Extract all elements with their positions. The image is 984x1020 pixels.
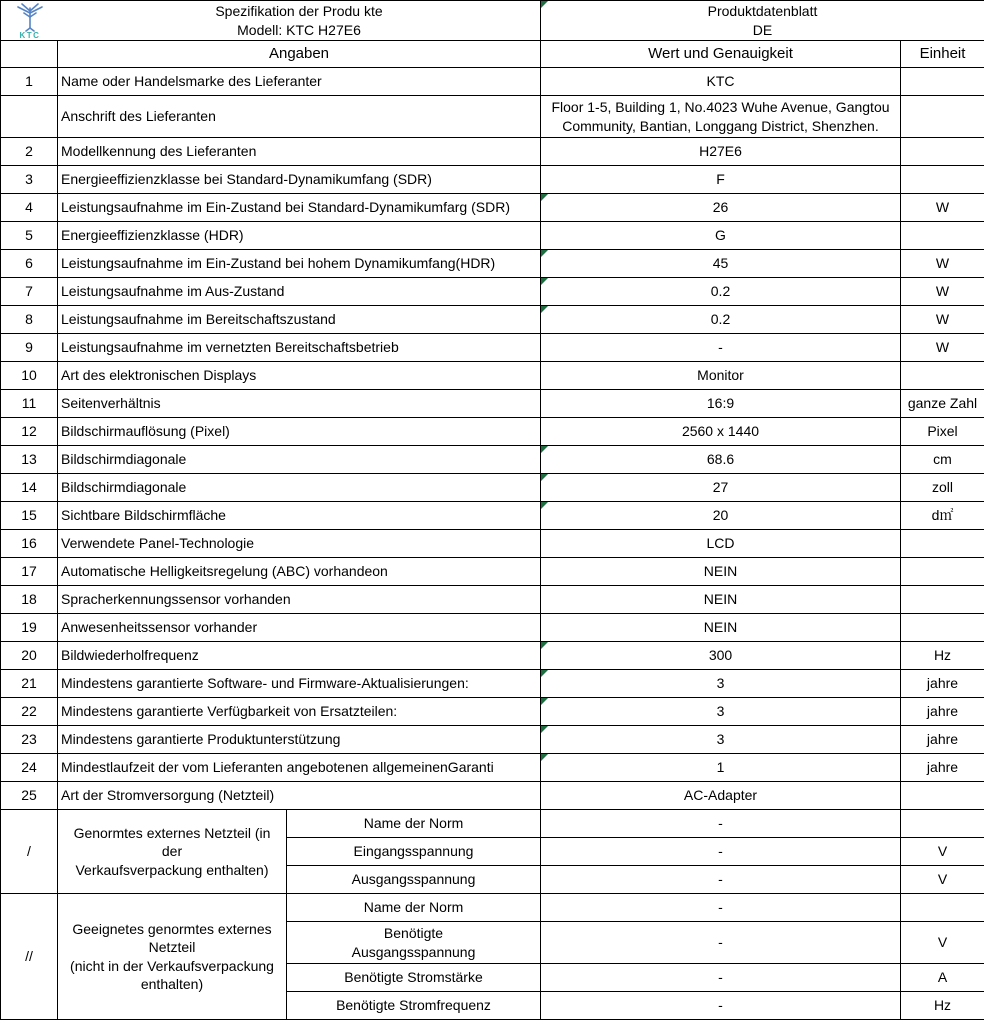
row-label: Automatische Helligkeitsregelung (ABC) vorhandeon (58, 558, 541, 586)
row-number: 7 (1, 278, 58, 306)
row-unit (901, 362, 984, 390)
row-unit (901, 558, 984, 586)
row-number: 2 (1, 138, 58, 166)
sheet-title: Produktdatenblatt (544, 2, 981, 20)
row-value: 0.2 (541, 278, 901, 306)
subrow-value: - (541, 866, 901, 894)
column-header-angaben: Angaben (58, 41, 541, 68)
row-label: Leistungsaufnahme im Ein-Zustand bei Standard-Dynamikumfarg (SDR) (58, 194, 541, 222)
subrow-unit: Hz (901, 992, 984, 1020)
row-number: 15 (1, 502, 58, 530)
row-number: 8 (1, 306, 58, 334)
subrow-unit (901, 894, 984, 922)
row-unit (901, 138, 984, 166)
group-row (1, 810, 984, 838)
ktc-logo (8, 3, 52, 39)
row-value: 20 (541, 502, 901, 530)
row-value: 1 (541, 754, 901, 782)
sheet-title-cell (541, 1, 984, 41)
row-label: Energieeffizienzklasse bei Standard-Dynamikumfang (SDR) (58, 166, 541, 194)
row-value: NEIN (541, 586, 901, 614)
row-label: Leistungsaufnahme im Ein-Zustand bei hohem Dynamikumfang(HDR) (58, 250, 541, 278)
spec-model-line: Modell: KTC H27E6 (61, 21, 537, 39)
subrow-value: - (541, 964, 901, 992)
ktc-logo-text: KTC (20, 31, 41, 39)
subrow-label: Name der Norm (287, 810, 541, 838)
row-label: Leistungsaufnahme im vernetzten Bereitschaftsbetrieb (58, 334, 541, 362)
row-number: 19 (1, 614, 58, 642)
table-row (1, 138, 984, 166)
group-row (1, 894, 984, 922)
row-value: G (541, 222, 901, 250)
row-unit: zoll (901, 474, 984, 502)
row-value: 45 (541, 250, 901, 278)
subrow-value: - (541, 992, 901, 1020)
row-number: 12 (1, 418, 58, 446)
row-value: 2560 x 1440 (541, 418, 901, 446)
table-row (1, 194, 984, 222)
subrow-label: Name der Norm (287, 894, 541, 922)
row-value: Floor 1-5, Building 1, No.4023 Wuhe Avenue, Gangtou Community, Bantian, Longgang District, Shenzhen. (541, 96, 901, 138)
table-row (1, 390, 984, 418)
spec-title-line1: Spezifikation der Produ kte (61, 2, 537, 20)
table-row (1, 642, 984, 670)
row-value: 0.2 (541, 306, 901, 334)
row-label: Mindestens garantierte Produktunterstützung (58, 726, 541, 754)
table-row (1, 586, 984, 614)
row-value: 300 (541, 642, 901, 670)
row-value: 68.6 (541, 446, 901, 474)
row-number: 5 (1, 222, 58, 250)
row-unit (901, 68, 984, 96)
subrow-unit: V (901, 838, 984, 866)
table-row (1, 670, 984, 698)
row-value: 3 (541, 726, 901, 754)
row-unit: Pixel (901, 418, 984, 446)
group-label: Genormtes externes Netzteil (in der Verkaufsverpackung enthalten) (58, 810, 287, 894)
row-unit: W (901, 194, 984, 222)
row-unit (901, 614, 984, 642)
corner-cell (1, 41, 58, 68)
subrow-unit: V (901, 922, 984, 964)
subrow-label: Ausgangsspannung (287, 866, 541, 894)
row-number: 17 (1, 558, 58, 586)
subrow-unit: A (901, 964, 984, 992)
table-row (1, 698, 984, 726)
table-row (1, 558, 984, 586)
column-header-wert: Wert und Genauigkeit (541, 41, 901, 68)
group-number: / (1, 810, 58, 894)
table-row (1, 68, 984, 96)
table-row (1, 222, 984, 250)
row-unit (901, 222, 984, 250)
row-number: 6 (1, 250, 58, 278)
subrow-unit (901, 810, 984, 838)
sheet-header-row (1, 1, 984, 41)
row-label: Art des elektronischen Displays (58, 362, 541, 390)
row-number: 18 (1, 586, 58, 614)
table-row (1, 782, 984, 810)
row-label: Leistungsaufnahme im Bereitschaftszustand (58, 306, 541, 334)
row-value: Monitor (541, 362, 901, 390)
row-label: Bildschirmdiagonale (58, 474, 541, 502)
subrow-label: Benötigte Stromfrequenz (287, 992, 541, 1020)
row-unit: W (901, 278, 984, 306)
table-row (1, 446, 984, 474)
table-row (1, 474, 984, 502)
row-unit: d㎡ (901, 502, 984, 530)
row-unit: jahre (901, 754, 984, 782)
column-header-einheit: Einheit (901, 41, 984, 68)
row-number: 24 (1, 754, 58, 782)
subrow-unit: V (901, 866, 984, 894)
row-value: 3 (541, 698, 901, 726)
subrow-value: - (541, 838, 901, 866)
subrow-label: Benötigte Ausgangsspannung (287, 922, 541, 964)
ktc-logo-icon (8, 3, 52, 39)
row-number: 21 (1, 670, 58, 698)
row-label: Mindestens garantierte Software- und Firmware-Aktualisierungen: (58, 670, 541, 698)
row-label: Bildschirmdiagonale (58, 446, 541, 474)
group-label: Geeignetes genormtes externes Netzteil (nicht in der Verkaufsverpackung enthalten) (58, 894, 287, 1020)
table-row (1, 754, 984, 782)
row-label: Sichtbare Bildschirmfläche (58, 502, 541, 530)
row-unit (901, 782, 984, 810)
table-row (1, 614, 984, 642)
row-label: Bildschirmauflösung (Pixel) (58, 418, 541, 446)
table-row (1, 726, 984, 754)
row-value: F (541, 166, 901, 194)
row-unit: ganze Zahl (901, 390, 984, 418)
row-value: LCD (541, 530, 901, 558)
table-row (1, 530, 984, 558)
subrow-value: - (541, 894, 901, 922)
row-number: 16 (1, 530, 58, 558)
spec-title-cell (1, 1, 541, 41)
row-unit: cm (901, 446, 984, 474)
row-value: 27 (541, 474, 901, 502)
row-unit: W (901, 250, 984, 278)
table-row (1, 166, 984, 194)
row-number: 11 (1, 390, 58, 418)
row-number: 22 (1, 698, 58, 726)
row-label: Modellkennung des Lieferanten (58, 138, 541, 166)
row-unit: jahre (901, 670, 984, 698)
row-label: Bildwiederholfrequenz (58, 642, 541, 670)
row-number: 20 (1, 642, 58, 670)
row-number: 4 (1, 194, 58, 222)
row-value: 3 (541, 670, 901, 698)
row-label: Seitenverhältnis (58, 390, 541, 418)
row-value: AC-Adapter (541, 782, 901, 810)
row-label: Leistungsaufnahme im Aus-Zustand (58, 278, 541, 306)
row-label: Anwesenheitssensor vorhander (58, 614, 541, 642)
row-number: 23 (1, 726, 58, 754)
row-number: 14 (1, 474, 58, 502)
subrow-label: Benötigte Stromstärke (287, 964, 541, 992)
row-value: H27E6 (541, 138, 901, 166)
row-unit: W (901, 306, 984, 334)
row-unit: jahre (901, 726, 984, 754)
row-value: 26 (541, 194, 901, 222)
table-row (1, 306, 984, 334)
table-row (1, 418, 984, 446)
row-unit (901, 530, 984, 558)
sheet-language: DE (544, 21, 981, 39)
row-number: 1 (1, 68, 58, 96)
row-number: 13 (1, 446, 58, 474)
row-value: 16:9 (541, 390, 901, 418)
row-value: NEIN (541, 558, 901, 586)
row-unit: W (901, 334, 984, 362)
row-unit (901, 96, 984, 138)
row-label: Verwendete Panel-Technologie (58, 530, 541, 558)
row-unit (901, 166, 984, 194)
group-number: // (1, 894, 58, 1020)
subrow-value: - (541, 922, 901, 964)
row-number: 3 (1, 166, 58, 194)
column-header-row (1, 41, 984, 68)
row-number: 9 (1, 334, 58, 362)
table-row (1, 96, 984, 138)
table-row (1, 502, 984, 530)
table-row (1, 362, 984, 390)
row-unit: jahre (901, 698, 984, 726)
row-label: Spracherkennungssensor vorhanden (58, 586, 541, 614)
row-number: 25 (1, 782, 58, 810)
row-label: Anschrift des Lieferanten (58, 96, 541, 138)
row-label: Art der Stromversorgung (Netzteil) (58, 782, 541, 810)
row-value: NEIN (541, 614, 901, 642)
table-row (1, 250, 984, 278)
table-row (1, 334, 984, 362)
row-unit: Hz (901, 642, 984, 670)
row-value: - (541, 334, 901, 362)
table-row (1, 278, 984, 306)
subrow-value: - (541, 810, 901, 838)
row-unit (901, 586, 984, 614)
row-number: 10 (1, 362, 58, 390)
row-value: KTC (541, 68, 901, 96)
subrow-label: Eingangsspannung (287, 838, 541, 866)
row-label: Energieeffizienzklasse (HDR) (58, 222, 541, 250)
row-label: Name oder Handelsmarke des Lieferanter (58, 68, 541, 96)
row-number (1, 96, 58, 138)
row-label: Mindestlaufzeit der vom Lieferanten angebotenen allgemeinenGaranti (58, 754, 541, 782)
row-label: Mindestens garantierte Verfügbarkeit von Ersatzteilen: (58, 698, 541, 726)
